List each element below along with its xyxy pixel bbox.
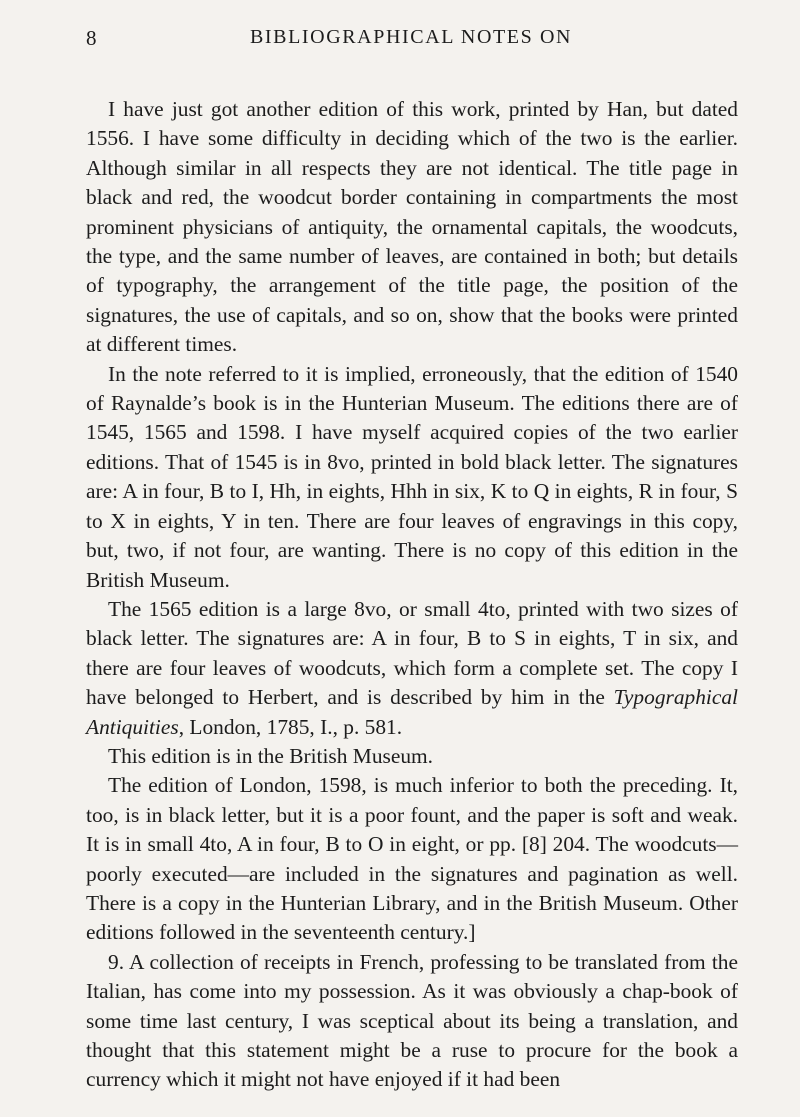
- paragraph-british-museum-note: This edition is in the British Museum.: [108, 743, 434, 768]
- page-header: [86, 26, 736, 58]
- paragraph-1598-edition: The edition of London, 1598, is much inferior to both the preceding. It, too, is in black letter, but it is a poor fount, and the paper is soft and weak. It is in small 4to, A in four, B to O in eight, or pp. [8] 204. The woodcuts—poorly executed—are included in the signatures and pagination as well. There is a copy in the Hunterian Library, and in the British Museum. Other editions followed in the seventeenth century.]: [86, 773, 738, 945]
- paragraph-raynalde-editions: In the note referred to it is implied, erroneously, that the edition of 1540 of Raynalde’s book is in the Hunterian Museum. The editions there are of 1545, 1565 and 1598. I have myself acquired copies of the two earlier editions. That of 1545 is in 8vo, printed in bold black letter. The signatures are: A in four, B to I, Hh, in eights, Hhh in six, K to Q in eights, R in four, S to X in eights, Y in ten. There are four leaves of engravings in this copy, but, two, if not four, are wanting. There is no copy of this edition in the British Museum.: [86, 361, 738, 592]
- typographical-antiquities-title: Typographical Antiquities: [86, 685, 738, 739]
- paragraph-french-receipts: 9. A collection of receipts in French, professing to be translated from the Italian, has come into my possession. As it was obviously a chap-book of some time last century, I was sceptical about its being a translation, and thought that this statement might be a ruse to procure for the book a currency which it might not have enjoyed if it had been: [86, 949, 738, 1092]
- paragraph-1565-edition: [86, 595, 738, 742]
- running-head: BIBLIOGRAPHICAL NOTES ON: [249, 26, 573, 48]
- paragraph-1565-text-after: , London, 1785, I., p. 581.: [178, 714, 403, 739]
- paragraph-1565-text-before: The 1565 edition is a large 8vo, or small 4to, printed with two sizes of black letter. The signatures are: A in four, B to S in eights, T in six, and there are four leaves of woodcuts, which form a complete set. The copy I have belonged to Herbert, and is described by him in the: [86, 596, 738, 710]
- paragraph-han-edition: I have just got another edition of this work, printed by Han, but dated 1556. I have some difficulty in deciding which of the two is the earlier. Although similar in all respects they are not identical. The title page in black and red, the woodcut border containing in compartments the most prominent physicians of antiquity, the ornamental capitals, the woodcuts, the type, and the same number of leaves, are contained in both; but details of typography, the arrangement of the title page, the position of the signatures, the use of capitals, and so on, show that the books were printed at different times.: [86, 97, 738, 357]
- body-text: [86, 95, 738, 1095]
- page-number: 8: [86, 26, 97, 50]
